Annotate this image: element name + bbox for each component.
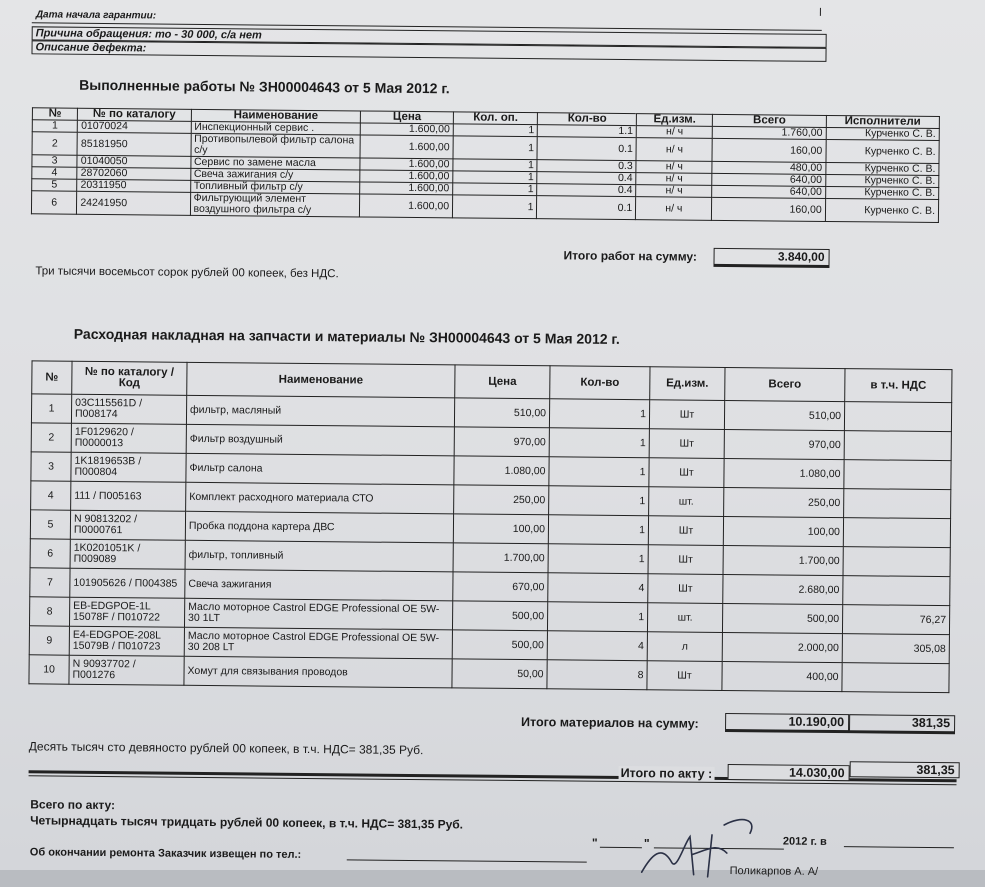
works-title: Выполненные работы № ЗН00004643 от 5 Мая 2012 г.	[79, 76, 450, 97]
parts-cell: 1	[549, 457, 649, 487]
works-cell: 1	[453, 136, 538, 160]
works-cell: 0.1	[537, 137, 636, 161]
parts-header-cell: Цена	[455, 365, 550, 399]
parts-title: Расходная накладная на запчасти и материалы № ЗН00004643 от 5 Мая 2012 г.	[73, 325, 620, 347]
parts-cell: 100,00	[453, 514, 548, 544]
works-cell: 28702060	[77, 167, 190, 180]
parts-cell: 9	[29, 626, 69, 655]
parts-cell: 1K1819653B / П000804	[71, 452, 186, 482]
parts-cell: N 90813202 / П0000761	[70, 510, 185, 540]
parts-cell: шт.	[647, 603, 722, 633]
parts-cell: EB-EDGPOE-1L 15078F / П010722	[69, 597, 184, 627]
works-header-cell: Кол. оп.	[453, 112, 538, 125]
parts-cell: 1	[547, 602, 647, 632]
parts-cell: 4	[31, 481, 71, 510]
works-header-cell: №	[32, 108, 77, 120]
works-cell: Фильтрующий элемент воздушного фильтра с/у	[190, 192, 360, 217]
parts-cell: 7	[30, 568, 70, 597]
parts-cell: фильтр, масляный	[186, 395, 454, 427]
works-total-label: Итого работ на сумму:	[563, 248, 698, 264]
parts-cell: 1.700,00	[723, 545, 843, 575]
parts-cell: 510,00	[454, 398, 549, 428]
works-cell: 160,00	[712, 138, 825, 162]
parts-cell: Шт	[648, 545, 723, 575]
parts-cell: 03C115561D / П008174	[71, 394, 186, 424]
parts-header-cell: № по каталогу / Код	[72, 361, 187, 395]
parts-cell: 970,00	[724, 429, 844, 459]
works-cell: 0.4	[537, 172, 636, 185]
works-cell: 0.3	[537, 160, 636, 173]
parts-header-cell: Наименование	[187, 362, 455, 398]
parts-cell	[843, 547, 950, 577]
works-cell: 1.600,00	[361, 123, 454, 136]
works-header-cell: Наименование	[191, 109, 361, 123]
parts-cell: 400,00	[722, 661, 842, 691]
parts-cell	[843, 576, 950, 606]
act-total-vat: 381,35	[850, 761, 960, 778]
parts-header-cell: №	[32, 361, 72, 394]
parts-cell: 100,00	[723, 516, 843, 546]
parts-cell: 1.080,00	[724, 458, 844, 488]
works-cell: 1.760,00	[713, 126, 826, 139]
parts-cell: Фильтр воздушный	[186, 424, 454, 456]
works-cell: 2	[32, 132, 78, 155]
works-cell: 1.600,00	[360, 194, 453, 218]
parts-cell: 510,00	[724, 400, 844, 430]
parts-cell: л	[647, 632, 722, 662]
works-cell: Сервис по замене масла	[190, 156, 360, 170]
works-header-cell: Исполнители	[826, 115, 939, 128]
parts-cell: 1	[549, 486, 649, 516]
parts-cell: 101905626 / П004385	[70, 568, 185, 598]
works-cell: н/ ч	[636, 161, 712, 174]
parts-cell: 500,00	[452, 601, 547, 631]
parts-cell: 6	[30, 539, 70, 568]
works-cell: н/ ч	[636, 126, 712, 139]
header-right-bar	[820, 8, 824, 16]
date-quote-open: "	[591, 835, 598, 850]
date-quote-close: "	[643, 836, 650, 851]
reason-field: Причина обращения: то - 30 000, с/а нет	[32, 26, 827, 48]
parts-cell	[844, 402, 951, 432]
works-cell: 1	[453, 183, 538, 196]
act-total-label: Итого по акту :	[620, 765, 713, 781]
parts-cell: 500,00	[452, 630, 547, 660]
parts-cell: 4	[548, 573, 648, 603]
act-sum-label: Всего по акту:	[30, 797, 116, 813]
parts-header-cell: Кол-во	[550, 366, 650, 400]
parts-cell: 250,00	[454, 485, 549, 515]
parts-header-cell: Всего	[725, 367, 845, 401]
works-cell: 1	[453, 124, 538, 137]
parts-header-cell: Ед.изм.	[650, 367, 725, 401]
works-cell: 0.1	[537, 196, 636, 220]
works-cell: н/ ч	[636, 138, 712, 162]
parts-cell: 3	[31, 452, 71, 481]
works-cell: Курченко С. В.	[826, 162, 939, 175]
works-cell: Курченко С. В.	[825, 186, 938, 199]
parts-cell: 670,00	[453, 572, 548, 602]
works-cell: н/ ч	[636, 185, 712, 198]
works-cell: 1.600,00	[360, 170, 453, 183]
act-sum-words: Четырнадцать тысяч тридцать рублей 00 копеек, в т.ч. НДС= 381,35 Руб.	[30, 813, 464, 832]
works-header-cell: Всего	[713, 114, 826, 127]
parts-cell: 1	[549, 399, 649, 429]
works-cell: 160,00	[712, 197, 825, 221]
parts-cell: 111 / П005163	[71, 481, 186, 511]
parts-cell: 1F0129620 / П0000013	[71, 423, 186, 453]
parts-cell: Пробка поддона картера ДВС	[185, 511, 453, 543]
parts-cell: 250,00	[724, 487, 844, 517]
parts-cell: 8	[547, 660, 647, 690]
parts-cell: N 90937702 / П001276	[69, 655, 184, 685]
parts-cell	[842, 663, 949, 693]
parts-cell: 1	[548, 515, 648, 545]
works-cell: 640,00	[712, 185, 825, 198]
works-cell: Курченко С. В.	[825, 198, 939, 222]
works-cell: 24241950	[77, 191, 190, 215]
parts-cell: Шт	[648, 574, 723, 604]
works-cell: 20311950	[77, 179, 190, 192]
parts-total-value: 10.190,00	[725, 713, 849, 733]
parts-header-cell: в т.ч. НДС	[845, 369, 952, 403]
parts-cell: Масло моторное Castrol EDGE Professional OE 5W-30 1LT	[184, 598, 452, 630]
parts-cell: 2	[31, 423, 71, 452]
works-cell: н/ ч	[636, 173, 712, 186]
parts-cell: Шт	[649, 400, 724, 430]
works-cell: н/ ч	[636, 197, 712, 221]
works-cell: 85181950	[77, 132, 190, 156]
signature-mark	[632, 814, 773, 885]
works-cell: 5	[32, 179, 77, 191]
works-header-cell: Ед.изм.	[637, 114, 713, 127]
parts-cell: Хомут для связывания проводов	[184, 656, 452, 688]
parts-cell: 50,00	[452, 659, 547, 689]
works-header-cell: № по каталогу	[78, 108, 191, 121]
date-time-line	[844, 846, 954, 848]
parts-table	[28, 360, 952, 693]
warranty-date-label: Дата начала гарантии:	[35, 9, 157, 22]
works-cell: 6	[31, 191, 77, 214]
parts-cell: шт.	[649, 487, 724, 517]
parts-cell: Шт	[649, 429, 724, 459]
parts-cell	[844, 489, 951, 519]
parts-cell: 305,08	[842, 634, 949, 664]
notice-label: Об окончании ремонта Заказчик извещен по тел.:	[29, 846, 302, 861]
parts-cell: Комплект расходного материала СТО	[186, 482, 454, 514]
parts-total-words: Десять тысяч сто девяносто рублей 00 копеек, в т.ч. НДС= 381,35 Руб.	[28, 739, 424, 758]
works-cell: 640,00	[712, 173, 825, 186]
works-cell: 1.600,00	[360, 158, 453, 171]
parts-cell: Фильтр салона	[186, 453, 454, 485]
parts-cell: 5	[30, 510, 70, 539]
works-cell: Свеча зажигания с/у	[190, 168, 360, 182]
works-cell: Инспекционный сервис .	[191, 121, 361, 135]
works-cell: Топливный фильтр с/у	[190, 180, 360, 194]
parts-cell: 8	[29, 597, 69, 626]
parts-cell: Масло моторное Castrol EDGE Professional OE 5W-30 208 LT	[184, 627, 452, 659]
works-cell: 1	[452, 195, 537, 219]
notice-phone-line	[347, 859, 587, 862]
works-header-cell: Кол-во	[538, 113, 637, 126]
works-cell: Противопылевой фильтр салона с/у	[191, 133, 361, 158]
works-cell: 480,00	[712, 161, 825, 174]
works-cell: 1.600,00	[360, 182, 453, 195]
parts-total-label: Итого материалов на сумму:	[521, 715, 699, 731]
act-total-value: 14.030,00	[728, 764, 850, 781]
defect-field: Описание дефекта:	[31, 40, 826, 62]
parts-cell: 970,00	[454, 427, 549, 457]
works-cell: 1	[32, 120, 77, 132]
works-cell: 1.1	[538, 125, 637, 138]
works-cell: 01040050	[77, 155, 190, 168]
parts-cell: Шт	[648, 516, 723, 546]
works-cell: Курченко С. В.	[825, 174, 938, 187]
parts-cell: фильтр, топливный	[185, 540, 453, 572]
parts-cell: Свеча зажигания	[185, 569, 453, 601]
parts-cell: 500,00	[722, 603, 842, 633]
works-total-value: 3.840,00	[713, 248, 829, 268]
works-cell: 3	[32, 155, 77, 167]
parts-cell	[844, 460, 951, 490]
works-table	[31, 107, 940, 223]
parts-cell	[843, 518, 950, 548]
parts-cell: 2.680,00	[723, 574, 843, 604]
works-cell: 01070024	[78, 120, 191, 133]
parts-cell: Шт	[649, 458, 724, 488]
parts-cell: 1.080,00	[454, 456, 549, 486]
parts-cell: 1	[549, 428, 649, 458]
parts-cell: 10	[29, 655, 69, 684]
parts-cell: 76,27	[842, 605, 949, 635]
parts-total-vat: 381,35	[849, 714, 955, 734]
works-cell: 1	[453, 159, 538, 172]
works-cell: Курченко С. В.	[826, 139, 940, 163]
works-cell: 4	[32, 167, 77, 179]
parts-cell: 2.000,00	[722, 632, 842, 662]
parts-cell	[844, 431, 951, 461]
works-header-cell: Цена	[361, 111, 454, 124]
parts-cell: 1K0201051K / П009089	[70, 539, 185, 569]
parts-cell: Шт	[647, 661, 722, 691]
parts-cell: 4	[547, 631, 647, 661]
works-cell: 0.4	[537, 184, 636, 197]
works-cell: 1.600,00	[360, 135, 453, 159]
parts-cell: 1.700,00	[453, 543, 548, 573]
date-year-label: 2012 г. в	[782, 835, 827, 848]
signer-name: Поликарпов А. А/	[729, 865, 819, 878]
parts-cell: 1	[548, 544, 648, 574]
parts-cell: 1	[31, 394, 71, 423]
works-cell: Курченко С. В.	[826, 127, 939, 140]
works-cell: 1	[453, 171, 538, 184]
works-total-words: Три тысячи восемьсот сорок рублей 00 копеек, без НДС.	[35, 265, 339, 281]
parts-cell: E4-EDGPOE-208L 15079B / П010723	[69, 626, 184, 656]
